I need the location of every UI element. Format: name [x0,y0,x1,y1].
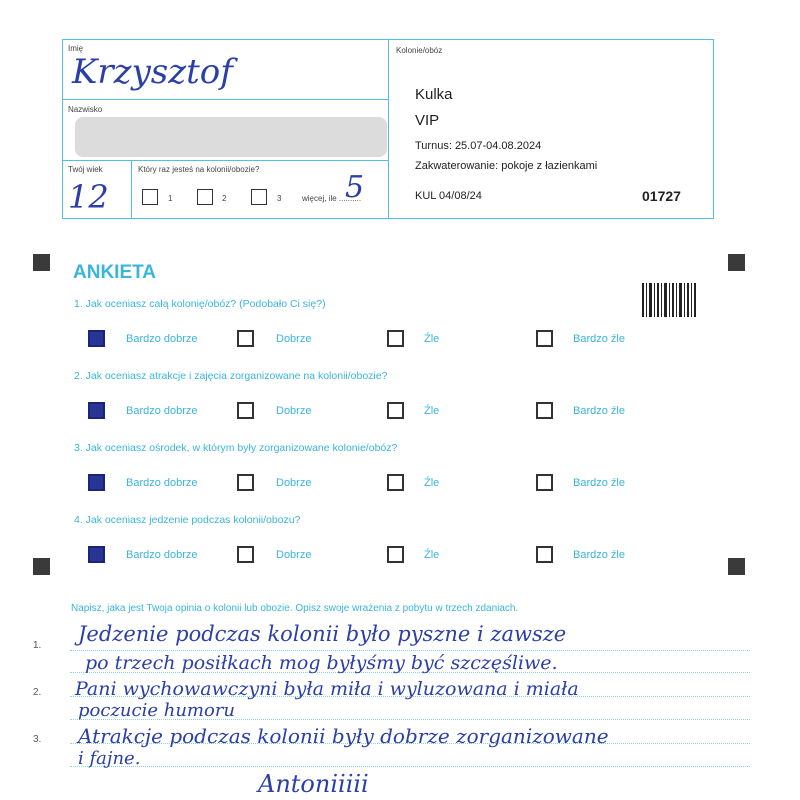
survey-title: ANKIETA [73,262,157,283]
times-checkbox-1[interactable] [142,189,158,205]
question-4: 4. Jak oceniasz jedzenie podczas kolonii/obozu? [74,514,301,526]
camp-code: KUL 04/08/24 [415,190,482,202]
times-checkbox-2[interactable] [197,189,213,205]
opinion-text-1: Jedzenie podczas kolonii było pyszne i zawsze [78,622,567,646]
camp-type: VIP [415,112,440,129]
q4-option-very-good: Bardzo dobrze [126,549,198,561]
barcode-icon [642,283,696,317]
times-checkbox-3[interactable] [251,189,267,205]
redacted-last-name [75,117,387,157]
writing-line-1 [70,650,750,651]
registration-marker-bl [33,558,50,575]
q3-checkbox-very-good[interactable] [88,474,105,491]
times-option-1: 1 [168,194,173,203]
question-3: 3. Jak oceniasz ośrodek, w którym były zorganizowane kolonie/obóz? [74,442,398,454]
q1-checkbox-very-good[interactable] [88,330,105,347]
camp-name: Kulka [415,86,453,103]
times-option-3: 3 [277,194,282,203]
q3-option-bad: Źle [424,477,440,489]
q3-option-very-bad: Bardzo źle [573,477,625,489]
form-number: 01727 [642,188,681,204]
q4-checkbox-very-bad[interactable] [536,546,553,563]
q2-option-bad: Źle [424,405,440,417]
q3-checkbox-very-bad[interactable] [536,474,553,491]
row-divider-1 [62,99,388,100]
q4-option-good: Dobrze [276,549,312,561]
opinion-text-6: i fajne. [78,748,141,769]
q1-option-very-bad: Bardzo źle [573,333,625,345]
q2-option-very-bad: Bardzo źle [573,405,625,417]
more-times-label: więcej, ile .......... [302,194,362,203]
q4-checkbox-very-good[interactable] [88,546,105,563]
accommodation: Zakwaterowanie: pokoje z łazienkami [415,160,598,172]
q3-option-very-good: Bardzo dobrze [126,477,198,489]
question-2: 2. Jak oceniasz atrakcje i zajęcia zorganizowane na kolonii/obozie? [74,370,388,382]
q4-checkbox-good[interactable] [237,546,254,563]
last-name-label: Nazwisko [68,105,103,114]
q1-checkbox-very-bad[interactable] [536,330,553,347]
age-label: Twój wiek [68,165,103,174]
q2-checkbox-good[interactable] [237,402,254,419]
q1-option-bad: Źle [424,333,440,345]
q1-checkbox-good[interactable] [237,330,254,347]
line-number-2: 2. [33,687,42,698]
q1-option-good: Dobrze [276,333,312,345]
line-number-1: 1. [33,640,42,651]
q4-option-very-bad: Bardzo źle [573,549,625,561]
times-at-camp-label: Który raz jesteś na kolonii/obozie? [138,165,260,174]
signature: Antoniiiii [258,770,369,798]
q1-checkbox-bad[interactable] [387,330,404,347]
registration-marker-br [728,558,745,575]
q2-checkbox-bad[interactable] [387,402,404,419]
times-option-2: 2 [222,194,227,203]
writing-line-6 [70,766,750,767]
age-divider [131,160,132,219]
q4-option-bad: Źle [424,549,440,561]
question-1: 1. Jak oceniasz całą kolonię/obóz? (Podobało Ci się?) [74,298,326,310]
opinion-text-3: Pani wychowawczyni była miła i wyluzowana i miała [75,678,579,700]
header-divider [388,39,389,219]
row-divider-2 [62,160,388,161]
first-name-value: Krzysztof [72,52,233,92]
q3-option-good: Dobrze [276,477,312,489]
registration-marker-tl [33,254,50,271]
q1-option-very-good: Bardzo dobrze [126,333,198,345]
q4-checkbox-bad[interactable] [387,546,404,563]
registration-marker-tr [728,254,745,271]
q2-option-very-good: Bardzo dobrze [126,405,198,417]
line-number-3: 3. [33,734,42,745]
camp-label: Kolonie/obóz [396,46,443,55]
opinion-prompt: Napisz, jaka jest Twoja opinia o kolonii lub obozie. Opisz swoje wrażenia z pobytu w trzech zdaniach. [71,603,519,614]
q3-checkbox-bad[interactable] [387,474,404,491]
first-name-label: Imię [68,44,84,53]
opinion-text-4: poczucie humoru [78,700,236,721]
opinion-text-5: Atrakcje podczas kolonii były dobrze zorganizowane [78,724,609,748]
q2-checkbox-very-good[interactable] [88,402,105,419]
q2-checkbox-very-bad[interactable] [536,402,553,419]
age-value: 12 [68,178,109,216]
q3-checkbox-good[interactable] [237,474,254,491]
more-times-value: 5 [345,170,365,205]
q2-option-good: Dobrze [276,405,312,417]
turnus-dates: Turnus: 25.07-04.08.2024 [415,140,542,152]
opinion-text-2: po trzech posiłkach mog byłyśmy być szczęśliwe. [85,652,558,674]
